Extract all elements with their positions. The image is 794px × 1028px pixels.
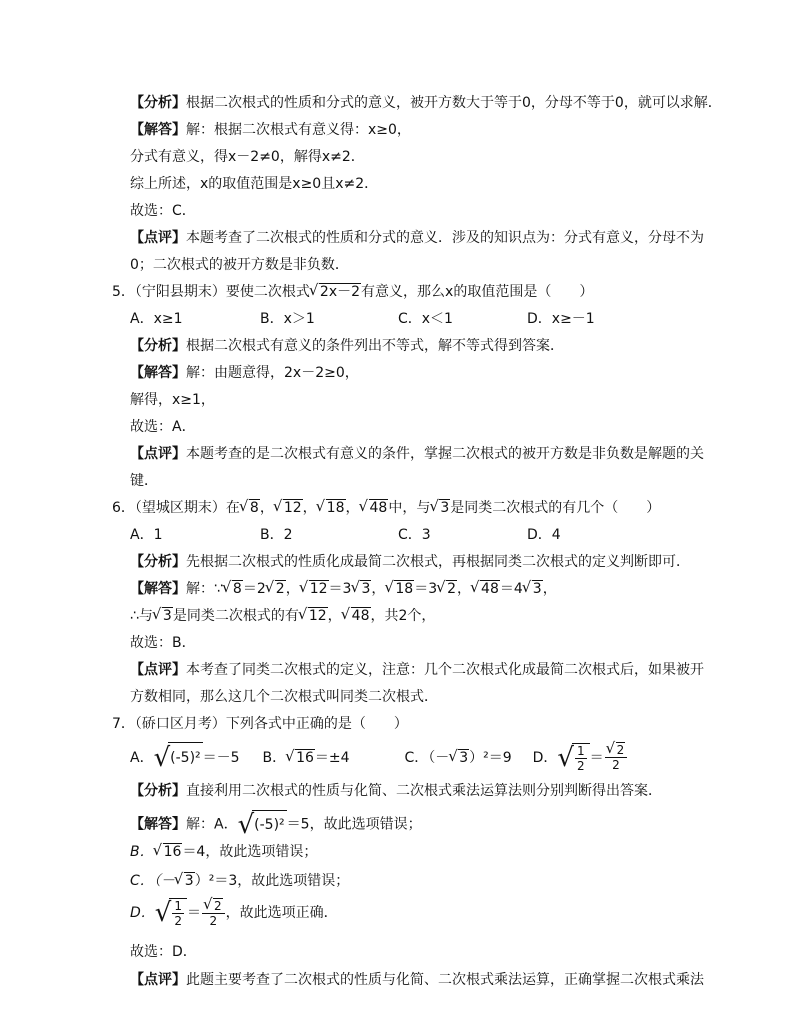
q7-sol-d-rhs-num: 2 [214,898,222,913]
q5-comment-line2: 键． [130,473,158,489]
q6-sol2-radicand-b: 48 [351,608,370,624]
q5-option-b: B．x＞1 [260,311,315,327]
q7-analysis-line [130,781,662,801]
q6-radicand-1: 8 [249,500,259,516]
q7-opt-d-radical: √ $\frac{1}{2}$ [557,743,589,773]
q7-opt-d-label: D． [532,749,558,766]
q6-sol-radicand-2: 12 [309,581,328,597]
q6-sol2-pre: ∴与 [130,608,153,624]
q7-sol-c-radicand: 3 [184,873,194,889]
q6-coef-2: 3 [342,581,352,597]
q6-stem: 6．（望城区期末）在√ 8，√ 12，√ 18，√ 48中，与√ 3是同类二次根式的有几个（ ） [112,498,660,518]
q6-stem-pre: 在 [225,500,240,516]
q6-sol2-radicand-a: 12 [308,608,327,624]
q5-option-d: D．x≥－1 [527,311,595,327]
q7-solution-line-d: D． √ $\frac{1}{2}$ ＝ √ $\frac{2}{2}$ ，故此选项正确． [130,898,338,928]
q6-solution-line2: ∴与√ 3是同类二次根式的有√ 12，√ 48，共2个， [130,606,435,626]
q6-number: 6． [112,500,135,516]
q7-option-c [404,750,511,766]
q6-sol-radical-3 [385,579,414,599]
q7-solution-line-b [130,842,317,862]
q6-option-a: A．1 [130,527,163,543]
q6-radicand-4: 48 [369,500,388,516]
q7-sol-a-radical: √ (-5)² [237,809,285,840]
q6-sol2-radical-b [342,606,371,626]
q6-simple-rad-4: 3 [532,581,542,597]
q6-comment-line [130,660,704,680]
q7-opt-c-radicand: 3 [459,749,469,766]
q6-sol-radicand-1: 8 [232,581,242,597]
q6-radicand-3: 18 [326,500,345,516]
analysis-label: 【分析】 [130,554,186,570]
q7-sol-d-rhs [202,899,225,928]
q4-comment-line2: 0；二次根式的被开方数是非负数． [130,257,349,273]
q7-stem-text: 下列各式中正确的是（ ） [225,716,408,732]
q6-sol-simple-3 [437,579,457,599]
q5-source: （宁阳县期末） [134,284,226,300]
q6-source: （望城区期末） [134,500,226,516]
q7-option-b [262,750,349,766]
q5-number: 5． [112,284,135,300]
q6-sol2-ref-radical [153,606,173,626]
analysis-label: 【分析】 [130,95,186,111]
q5-comment-text: 本题考查的是二次根式有意义的条件，掌握二次根式的被开方数是非负数是解题的关 [186,446,704,462]
q6-simple-rad-1: 2 [275,581,285,597]
q7-answer: 故选：D． [130,944,197,960]
q6-radical-2 [274,498,303,518]
q6-radical-4 [360,498,389,518]
q7-sol-c-radical [175,871,195,891]
q7-sol-c-post: ）²＝3，故此选项错误； [194,873,350,889]
q7-opt-b-label: B． [262,749,287,766]
q6-sol-radicand-3: 18 [395,581,414,597]
q6-coef-4: 4 [513,581,523,597]
q5-analysis-text: 根据二次根式有意义的条件列出不等式，解不等式得到答案． [186,338,564,354]
analysis-label: 【分析】 [130,338,186,354]
q5-option-a: A．x≥1 [130,311,183,327]
solution-label: 【解答】 [130,581,186,597]
q6-solution-prefix: 解：∵ [186,581,223,597]
q6-sol2-post: ，共2个， [370,608,436,624]
q7-sol-d-radical: √ $\frac{1}{2}$ [155,898,187,928]
q7-solution-line-a [130,810,422,839]
q6-stem-post: 是同类二次根式的有几个（ ） [450,500,661,516]
q7-opt-c-radical [449,743,469,773]
q7-opt-a-radical: √ (-5)² [153,742,201,773]
q4-analysis-text: 根据二次根式的性质和分式的意义，被开方数大于等于0，分母不等于0，就可以求解． [186,95,722,111]
q7-sol-d-num: 1 [174,899,182,913]
q6-ref-radical [430,498,450,518]
q7-sol-b-radical [154,842,183,862]
q7-opt-c-rhs: ）²＝9 [469,749,512,766]
q6-option-b: B．2 [260,527,293,543]
q6-sol-radical-4 [471,579,500,599]
q4-comment-text: 本题考查了二次根式的性质和分式的意义．涉及的知识点为：分式有意义，分母不为 [186,230,704,246]
q5-stem-pre: 要使二次根式 [225,284,310,300]
q4-solution-line2: 分式有意义，得x－2≠0，解得x≠2． [130,149,365,165]
q5-solution-line [130,363,359,383]
q6-sol-simple-2 [351,579,371,599]
q5-radical [310,282,361,302]
q6-sol-simple-4 [523,579,543,599]
q7-solution-line-c [130,871,349,891]
q5-stem [112,282,593,302]
comment-label: 【点评】 [130,662,186,678]
solution-label: 【解答】 [130,365,186,381]
q7-opt-d-num: 1 [576,743,585,758]
q7-option-a [130,742,240,773]
q6-ref-radicand: 3 [440,500,450,516]
q7-opt-d-rhs-num: 2 [616,743,625,757]
q7-sol-b-pre: B． [130,844,154,860]
q7-sol-d-den: 2 [174,914,182,928]
q7-sol-b-post: ＝4，故此选项错误； [182,844,318,860]
q4-solution-line [130,120,411,140]
q7-opt-d-frac [575,744,587,773]
q7-options [130,742,628,773]
q7-opt-b-radicand: 16 [296,749,314,766]
q7-opt-a-label: A． [130,749,154,766]
q6-option-c: C．3 [398,527,431,543]
q6-sol2-mid: 是同类二次根式的有 [172,608,299,624]
analysis-label: 【分析】 [130,783,186,799]
q7-analysis-text: 直接利用二次根式的性质与化简、二次根式乘法运算法则分别判断得出答案． [186,783,662,799]
q5-comment-line [130,444,704,464]
q7-number: 7． [112,716,135,732]
q6-sol-radical-1 [223,579,243,599]
q7-opt-a-rhs: ＝－5 [202,749,240,766]
q5-analysis-line [130,336,564,356]
q7-sol-a-radicand: (-5)² [252,810,287,839]
comment-label: 【点评】 [130,230,186,246]
q6-coef-3: 3 [428,581,438,597]
q7-stem [112,714,408,734]
q7-opt-d-rhs-frac [605,743,628,772]
q5-answer: 故选：A． [130,419,196,435]
q7-comment-text: 此题主要考查了二次根式的性质与化简、二次根式乘法运算，正确掌握二次根式乘法 [186,972,704,988]
q7-opt-d-rhs-den: 2 [612,758,620,772]
q7-sol-d-post: ，故此选项正确． [225,905,338,921]
q7-sol-a-post: ＝5，故此选项错误； [286,816,422,833]
q6-radical-3 [317,498,346,518]
q7-sol-b-radicand: 16 [163,844,182,860]
q6-sol2-ref-radicand: 3 [162,608,172,624]
q4-comment-line [130,228,704,248]
comment-label: 【点评】 [130,972,186,988]
solution-label: 【解答】 [130,816,186,833]
q6-analysis-line [130,552,690,572]
q7-option-d: D． √ $\frac{1}{2}$ ＝ √ $\frac{2}{2}$ [533,750,629,766]
q5-solution-line2: 解得，x≥1， [130,392,215,408]
q6-stem-mid: 中，与 [388,500,431,516]
q7-opt-b-rhs: ＝±4 [314,749,350,766]
q6-sol-radical-2 [300,579,329,599]
solution-label: 【解答】 [130,122,186,138]
q6-simple-rad-2: 3 [361,581,371,597]
q4-solution-text: 解：根据二次根式有意义得：x≥0， [186,122,411,138]
q7-opt-c-label: C．（－ [404,749,450,766]
q6-radical-1 [240,498,260,518]
comment-label: 【点评】 [130,446,186,462]
q6-radicand-2: 12 [283,500,302,516]
q7-opt-b-radical [286,743,315,773]
q7-sol-d-rhs-den: 2 [209,913,218,928]
q6-comment-line2: 方数相同，那么这几个二次根式叫同类二次根式． [130,689,438,705]
q7-opt-d-den: 2 [576,758,585,773]
q7-sol-c-pre: C．（－ [130,873,175,889]
q6-sol-radicand-4: 48 [481,581,499,597]
q6-simple-rad-3: 2 [447,581,457,597]
q7-sol-d-pre: D． [130,905,155,921]
q4-answer: 故选：C． [130,203,196,219]
q5-solution-text: 解：由题意得，2x－2≥0， [186,365,359,381]
q7-source: （硚口区月考） [134,716,226,732]
q6-analysis-text: 先根据二次根式的性质化成最简二次根式，再根据同类二次根式的定义判断即可． [186,554,690,570]
q6-comment-text: 本考查了同类二次根式的定义，注意：几个二次根式化成最简二次根式后，如果被开 [186,662,704,678]
q4-solution-line3: 综上所述，x的取值范围是x≥0且x≠2． [130,176,379,192]
q6-coef-1: 2 [256,581,266,597]
q7-opt-a-radicand: (-5)² [168,742,203,773]
q5-radicand: 2x－2 [319,284,361,300]
q5-stem-post: 有意义，那么x的取值范围是（ ） [361,284,594,300]
q7-sol-a-pre: 解：A． [186,816,238,833]
q6-solution-line: 【解答】解：∵√ 8＝2√ 2，√ 12＝3√ 3，√ 18＝3√ 2，√ 48＝4√ 3， [130,579,557,599]
q4-analysis-line [130,93,722,113]
q6-option-d: D．4 [527,527,561,543]
q6-answer: 故选：B． [130,635,196,651]
q7-comment-line [130,970,704,990]
q5-option-c: C．x＜1 [398,311,453,327]
q6-sol2-radical-a [299,606,328,626]
q6-sol-simple-1 [266,579,286,599]
